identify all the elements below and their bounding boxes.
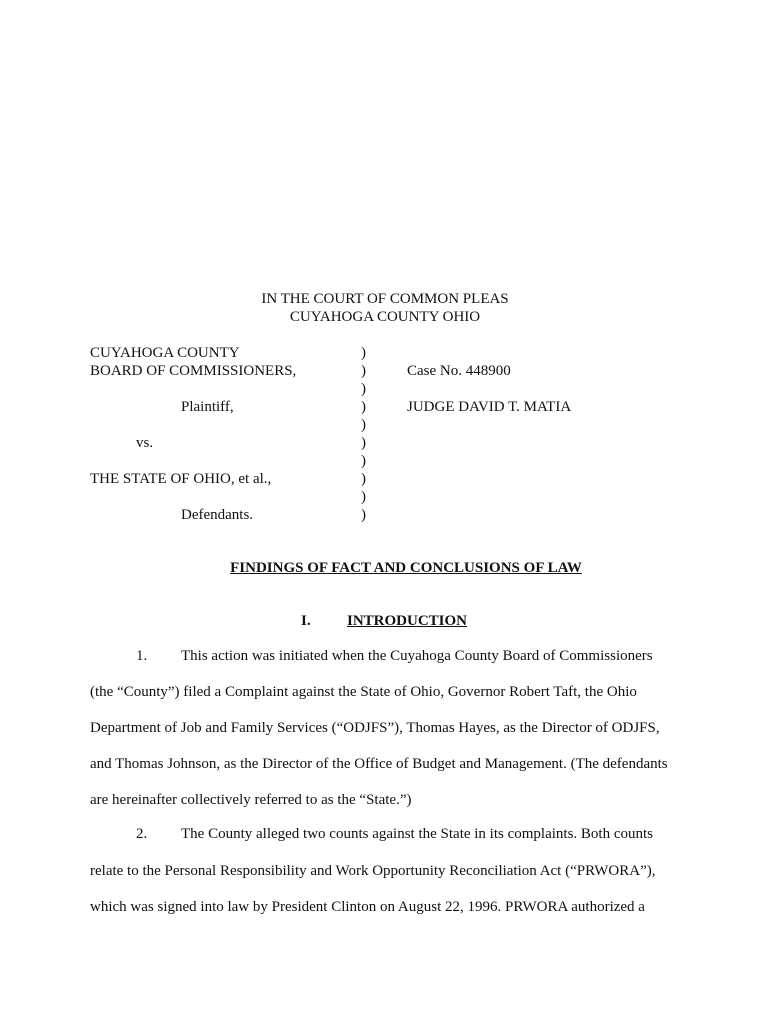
- caption-paren: ): [361, 471, 366, 487]
- court-name: IN THE COURT OF COMMON PLEAS: [261, 291, 509, 307]
- court-county: CUYAHOGA COUNTY OHIO: [289, 309, 481, 325]
- document-title-text: FINDINGS OF FACT AND CONCLUSIONS OF LAW: [230, 560, 582, 576]
- caption-paren: ): [361, 345, 366, 361]
- plaintiff-name-line2: BOARD OF COMMISSIONERS,: [90, 363, 297, 379]
- paragraph-line: This action was initiated when the Cuyahoga County Board of Commissioners: [181, 648, 653, 664]
- paragraph-line: are hereinafter collectively referred to as the “State.”): [90, 792, 412, 808]
- plaintiff-role: Plaintiff,: [181, 399, 234, 415]
- caption-paren: ): [361, 435, 366, 451]
- defendant-role: Defendants.: [181, 507, 254, 523]
- caption-paren: ): [361, 363, 366, 379]
- paragraph-number: 1.: [136, 648, 148, 664]
- paragraph-line: The County alleged two counts against the State in its complaints. Both counts: [181, 826, 654, 842]
- section-title-text: INTRODUCTION: [347, 613, 468, 629]
- caption-paren: ): [361, 399, 366, 415]
- section-title: [347, 612, 467, 630]
- paragraph-line: (the “County”) filed a Complaint against the State of Ohio, Governor Robert Taft, the Ohio: [90, 684, 637, 700]
- paragraph-line: and Thomas Johnson, as the Director of the Office of Budget and Management. (The defendants: [90, 756, 668, 772]
- paragraph-line: which was signed into law by President Clinton on August 22, 1996. PRWORA authorized a: [90, 899, 645, 915]
- judge-name: JUDGE DAVID T. MATIA: [407, 399, 572, 415]
- case-number: Case No. 448900: [407, 363, 511, 379]
- caption-paren: ): [361, 453, 366, 469]
- caption-paren: ): [361, 381, 366, 397]
- document-title: [0, 559, 770, 577]
- paragraph-line: Department of Job and Family Services (“ODJFS”), Thomas Hayes, as the Director of ODJFS,: [90, 720, 660, 736]
- section-number: I.: [301, 613, 311, 629]
- paragraph-number: 2.: [136, 826, 148, 842]
- defendant-name: THE STATE OF OHIO, et al.,: [90, 471, 272, 487]
- versus-label: vs.: [136, 435, 154, 451]
- plaintiff-name-line1: CUYAHOGA COUNTY: [90, 345, 240, 361]
- caption-paren: ): [361, 507, 366, 523]
- paragraph-line: relate to the Personal Responsibility and Work Opportunity Reconciliation Act (“PRWORA”),: [90, 863, 656, 879]
- caption-paren: ): [361, 417, 366, 433]
- caption-paren: ): [361, 489, 366, 505]
